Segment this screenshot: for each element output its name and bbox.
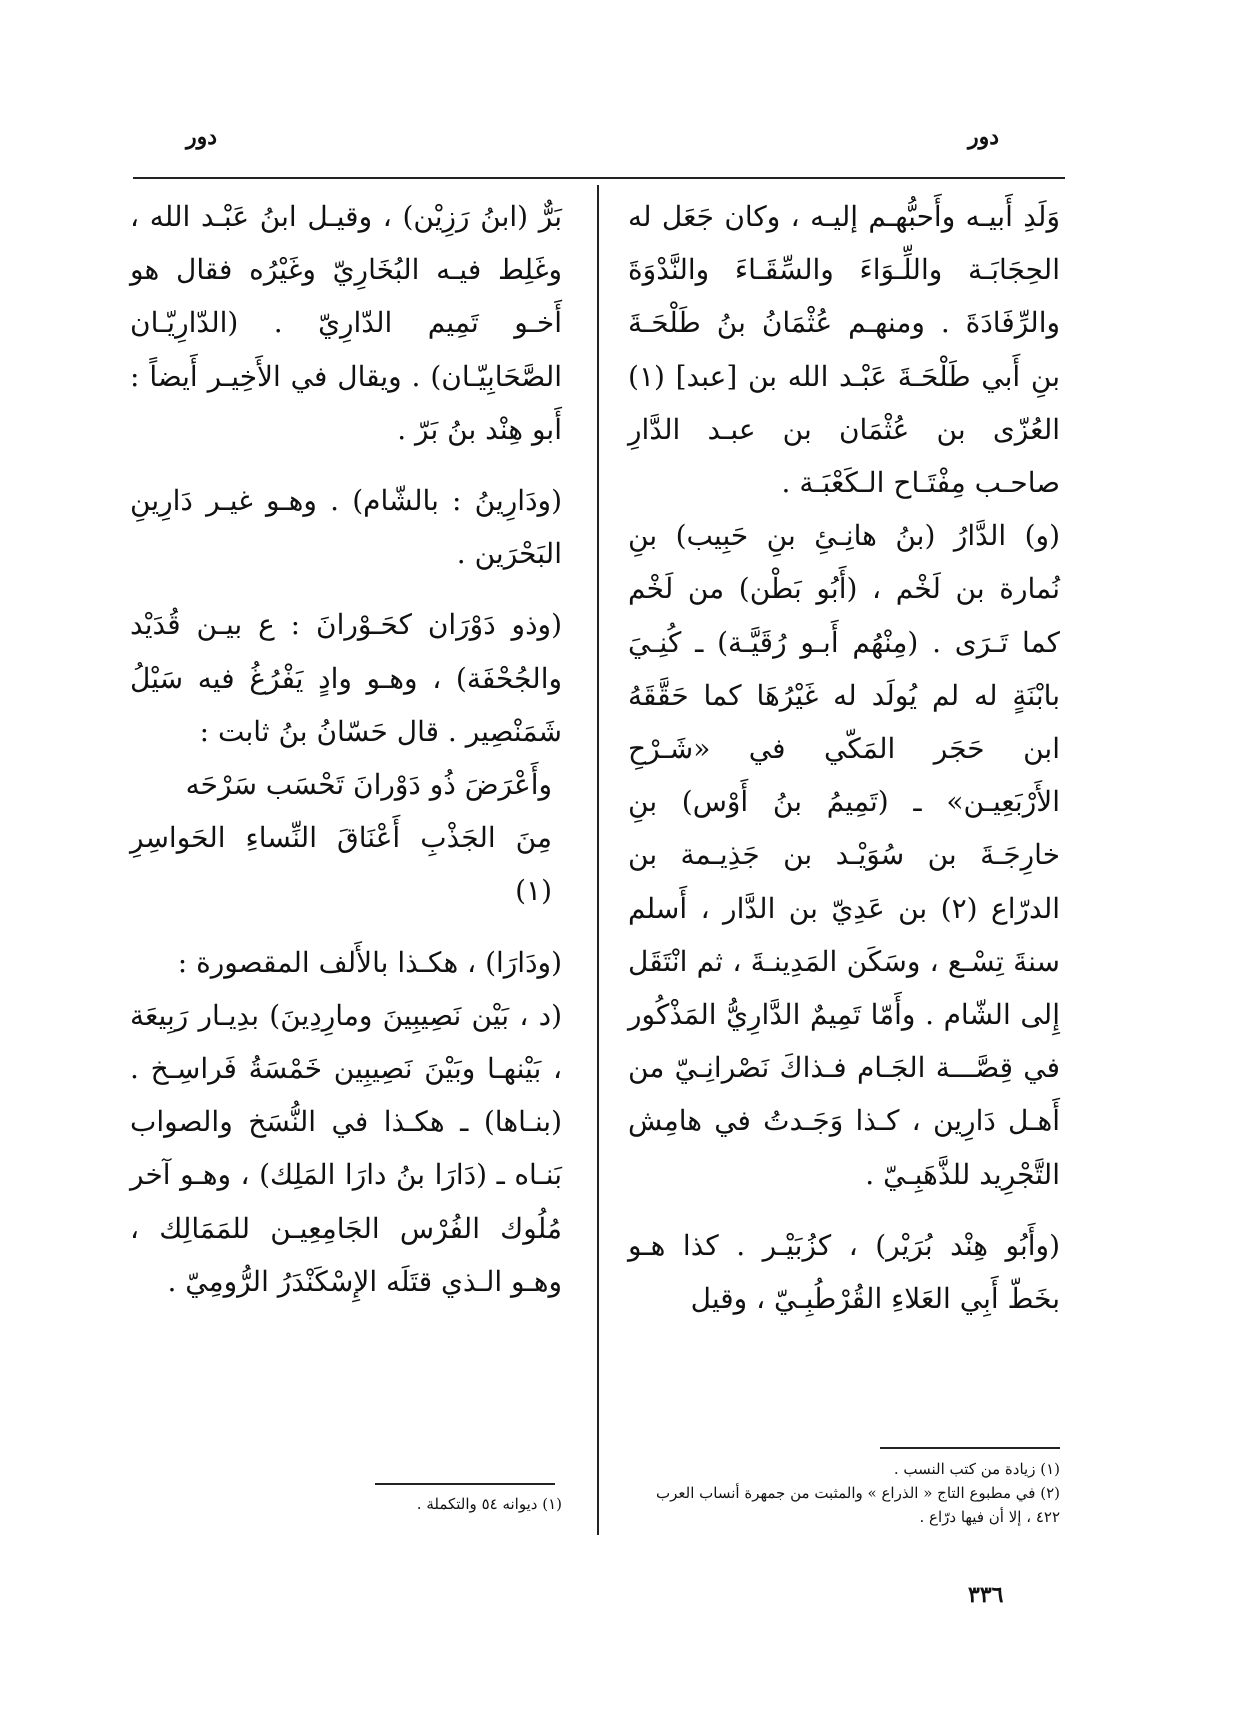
- footnotes-left: [330, 1492, 562, 1516]
- footnote-left-1: (١) ديوانه ٥٤ والتكملة .: [416, 1495, 562, 1513]
- header-rule: [133, 177, 1065, 179]
- footnotes-right: [628, 1457, 1060, 1529]
- left-paragraph-1: بَرٌّ (ابنُ رَزِيْن) ، وقيـل ابنُ عَبْـد الله ، وغَلِط فيـه البُخَارِيّ وغَيْرُه فقال هو أَخـو تَمِيم الدّارِيّ . (الدّارِيّـان الصَّحَابِيّـان) . ويقال في الأَخِيـر أَيضاً : أَبو هِنْد بنُ بَرّ .: [130, 200, 562, 446]
- footnote-right-2: (٢) في مطبوع التاج « الذراع » والمثبت من جمهرة أنساب العرب ٤٢٢ ، إلا أن فيها درّاع .: [656, 1484, 1060, 1526]
- paragraph-gap: [130, 456, 562, 474]
- left-paragraph-4: (ودَارَا) ، هكـذا بالأَلف المقصورة :: [177, 945, 562, 979]
- paragraph-gap: [628, 1201, 1060, 1219]
- right-paragraph-3: (وأَبُو هِنْد بُرَيْر) ، كزُبَيْـر . كذا هـو بخَطّ أَبِي العَلاءِ القُرْطُبِـيّ ، وقيل: [628, 1228, 1060, 1316]
- footnote-rule-right: [880, 1447, 1060, 1449]
- running-header-right: دور: [968, 124, 1000, 150]
- running-header-left: دور: [186, 124, 218, 150]
- paragraph-gap: [130, 580, 562, 598]
- right-paragraph-2: (و) الدَّارُ (بنُ هانِـئِ بنِ حَبِيب) بنِ نُمارة بن لَخْم ، (أَبُو بَطْن) من لَخْم كما تَـرَى . (مِنْهُم أَبـو رُقَيَّـة) ـ كُنِـيَ بابْنَةٍ له لم يُولَد له غَيْرُهَا كما حَقَّقَهُ ابن حَجَر المَكّي في «شَـرْحِ الأَرْبَعِيـن» ـ (تَمِيمُ بنُ أَوْس) بنِ خارِجَـةَ بن سُوَيْـد بن جَذِيـمة بن الدرّاع (٢) بن عَدِيّ بن الدَّار ، أَسلم سنةَ تِسْـع ، وسَكَن المَدِينـةَ ، ثم انْتَقَل إِلى الشّام . وأَمّا تَمِيمٌ الدَّارِيُّ المَذْكُور في قِصَّـــة الجَـام فـذاكَ نَصْرانِـيّ من أَهـل دَارِين ، كـذا وَجَـدتُ في هامِش التَّجْرِيد للذَّهَبِـيّ .: [628, 519, 1061, 1191]
- left-column: [130, 190, 562, 1308]
- paragraph-gap: [130, 918, 562, 936]
- footnote-right-1: (١) زيادة من كتب النسب .: [893, 1460, 1060, 1478]
- column-divider: [597, 185, 599, 1535]
- page-number: ٣٣٦: [968, 1582, 1004, 1608]
- footnote-rule-left: [375, 1483, 555, 1485]
- verse-line-2: مِنَ الجَذْبِ أَعْنَاقَ النِّساءِ الحَواسِرِ (١): [130, 821, 552, 908]
- right-column: [628, 190, 1060, 1325]
- left-paragraph-5: (د ، بَيْن نَصِيبِينَ ومارِدِينَ) بدِيـار رَبِيعَة ، بَيْنهـا وبَيْنَ نَصِيبِين خَمْسَةُ فَراسِـخ . (بنـاها) ـ هكـذا في النُّسَخ والصواب بَنـاه ـ (دَارَا بنُ دارَا المَلِك) ، وهـو آخر مُلُوك الفُرْس الجَامِعِيـن للمَمَالِك ، وهـو الـذي قتَلَه الإِسْكَنْدَرُ الرُّومِيّ .: [130, 998, 562, 1298]
- verse-line-1: وأَعْرَضَ ذُو دَوْرانَ تَحْسَب سَرْحَه: [185, 768, 552, 802]
- right-paragraph-1: وَلَدِ أَبيـه وأَحبُّهـم إليـه ، وكان جَعَل له الحِجَابَـة واللِّـوَاءَ والسِّقَـاءَ والنَّدْوَةَ والرِّفَادَةَ . ومنهـم عُثْمَانُ بنُ طَلْحَـةَ بنِ أَبي طَلْحَـةَ عَبْـد الله بن [عبد] (١) العُزّى بن عُثْمَان بن عبـد الدَّارِ صاحـب مِفْتَـاح الـكَعْبَـة .: [628, 200, 1060, 500]
- left-paragraph-3: (وذو دَوْرَان كحَـوْرانَ : ع بيـن قُدَيْد والجُحْفَة) ، وهـو وادٍ يَفْرُغُ فيه سَيْلُ شَمَنْصِير . قال حَسّانُ بنُ ثابت :: [130, 608, 562, 748]
- left-paragraph-2: (ودَارِينُ : بالشّام) . وهـو غيـر دَارِينِ البَحْرَين .: [130, 484, 562, 571]
